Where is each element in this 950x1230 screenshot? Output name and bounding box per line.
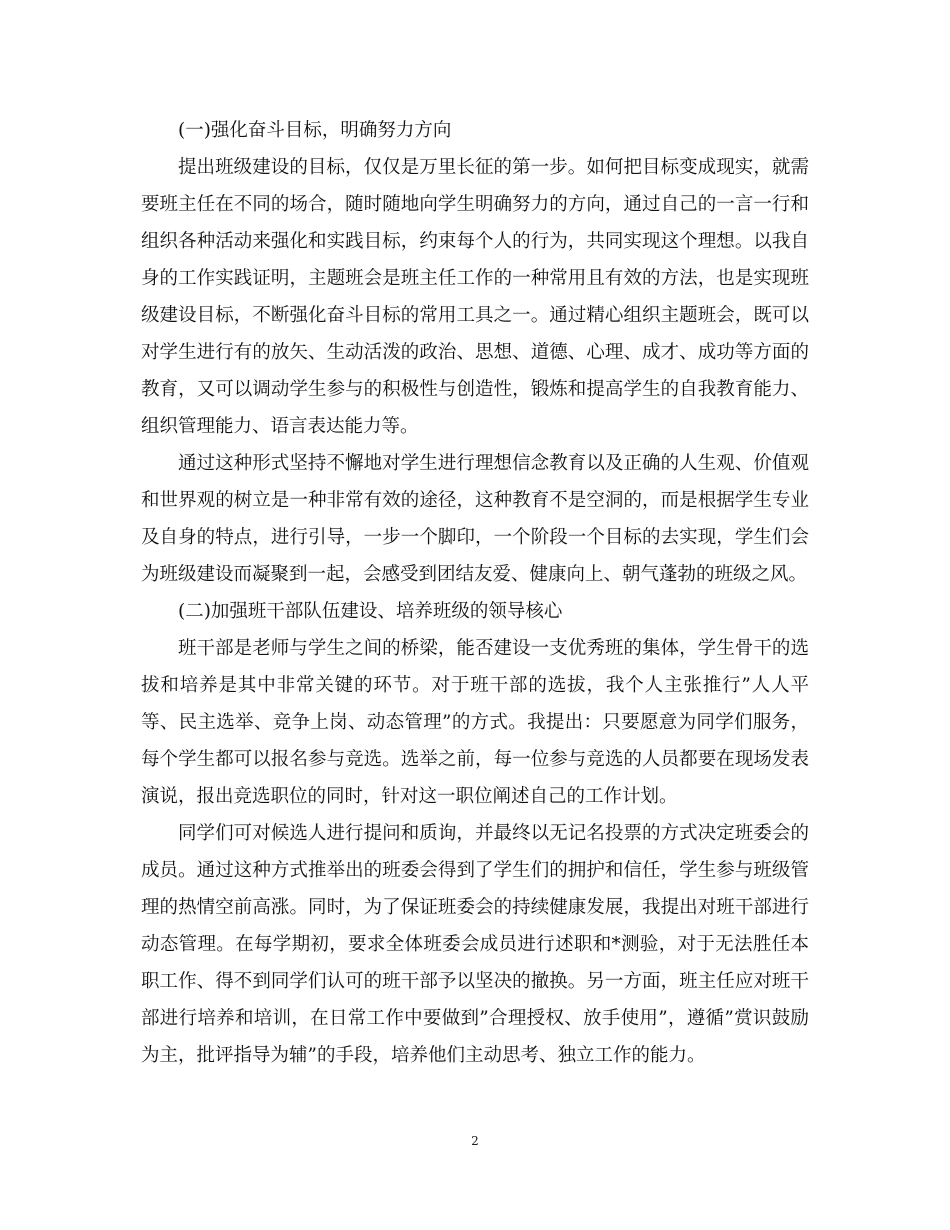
- page-number: 2: [471, 1134, 479, 1148]
- paragraph-4: 同学们可对候选人进行提问和质询，并最终以无记名投票的方式决定班委会的成员。通过这种方式推举出的班委会得到了学生们的拥护和信任，学生参与班级管理的热情空前高涨。同时，为了保证班委会的持续健康发展，我提出对班干部进行动态管理。在每学期初，要求全体班委会成员进行述职和*测验，对于无法胜任本职工作、得不到同学们认可的班干部予以坚决的撤换。另一方面，班主任应对班干部进行培养和培训，在日常工作中要做到”合理授权、放手使用”，遵循”赏识鼓励为主，批评指导为辅”的手段，培养他们主动思考、独立工作的能力。: [141, 823, 809, 1066]
- paragraph-1: 提出班级建设的目标，仅仅是万里长征的第一步。如何把目标变成现实，就需要班主任在不同的场合，随时随地向学生明确努力的方向，通过自己的一言一行和组织各种活动来强化和实践目标，约束每个人的行为，共同实现这个理想。以我自身的工作实践证明，主题班会是班主任工作的一种常用且有效的方法，也是实现班级建设目标，不断强化奋斗目标的常用工具之一。通过精心组织主题班会，既可以对学生进行有的放矢、生动活泼的政治、思想、道德、心理、成才、成功等方面的教育，又可以调动学生参与的积极性与创造性，锻炼和提高学生的自我教育能力、组织管理能力、语言表达能力等。: [141, 157, 809, 437]
- document-body: [141, 112, 809, 1074]
- paragraph-2: 通过这种形式坚持不懈地对学生进行理想信念教育以及正确的人生观、价值观和世界观的树立是一种非常有效的途径，这种教育不是空洞的，而是根据学生专业及自身的特点，进行引导，一步一个脚印，一个阶段一个目标的去实现，学生们会为班级建设而凝聚到一起，会感受到团结友爱、健康向上、朝气蓬勃的班级之风。: [141, 453, 809, 585]
- section-heading-2: (二)加强班干部队伍建设、培养班级的领导核心: [178, 601, 563, 622]
- section-heading-1: (一)强化奋斗目标，明确努力方向: [178, 120, 452, 141]
- paragraph-3: 班干部是老师与学生之间的桥梁，能否建设一支优秀班的集体，学生骨干的选拔和培养是其中非常关键的环节。对于班干部的选拔，我个人主张推行”人人平等、民主选举、竞争上岗、动态管理”的方式。我提出：只要愿意为同学们服务，每个学生都可以报名参与竞选。选举之前，每一位参与竞选的人员都要在现场发表演说，报出竞选职位的同时，针对这一职位阐述自己的工作计划。: [141, 638, 809, 807]
